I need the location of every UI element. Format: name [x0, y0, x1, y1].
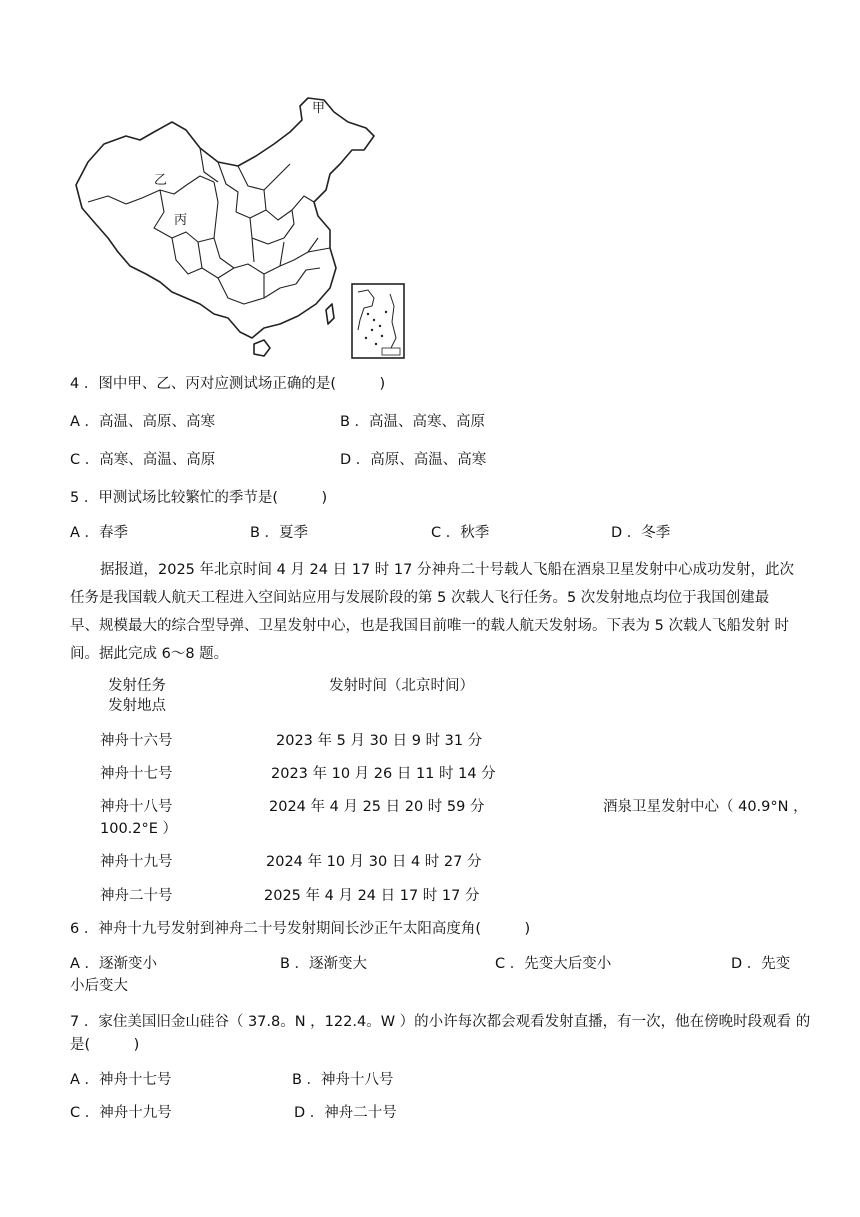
table-row-mission: 神舟十七号 — [100, 766, 173, 782]
table-row-time: 2023 年 5 月 30 日 9 时 31 分 — [276, 733, 483, 749]
table-row-time: 2024 年 4 月 25 日 20 时 59 分 — [269, 799, 485, 815]
passage-text: 据报道，2025 年北京时间 4 月 24 日 17 时 17 分神舟二十号载人飞船在酒泉卫星发射中心成功发射，此次 任务是我国载人航天工程进入空间站应用与发展阶段的第 5 次载人飞行任务。5 次发射地点均位于我国创建最 早、规模最大的综合型导弹、卫星发射中心，也是我国目前唯一的载人航天发射场。下表为 5 次载人飞船发射 时间。据此完成 6～8 题。 — [70, 562, 794, 662]
q7-option-c[interactable]: C ．神舟十九号 — [70, 1105, 172, 1121]
q6-option-d[interactable]: D ．先变 — [731, 956, 791, 972]
province-borders — [88, 148, 330, 304]
table-row-mission: 神舟二十号 — [100, 888, 173, 904]
q7-option-d[interactable]: D ．神舟二十号 — [294, 1105, 397, 1121]
passage — [70, 556, 795, 668]
table-row-mission: 神舟十九号 — [100, 854, 173, 870]
south-china-sea-inset — [352, 284, 404, 358]
q6-stem: 6 ．神舟十九号发射到神舟二十号发射期间长沙正午太阳高度角( ) — [70, 921, 531, 937]
table-header-mission: 发射任务 — [108, 678, 166, 694]
china-outline — [76, 98, 374, 338]
q6-option-a[interactable]: A ．逐渐变小 — [70, 956, 158, 972]
q7-option-b[interactable]: B ．神舟十八号 — [292, 1072, 394, 1088]
table-row-mission: 神舟十六号 — [100, 733, 173, 749]
china-map-figure — [68, 92, 410, 362]
q4-option-c[interactable]: C ．高寒、高温、高原 — [70, 452, 216, 468]
q4-stem: 4 ．图中甲、乙、丙对应测试场正确的是( ) — [70, 376, 386, 392]
q5-option-d[interactable]: D ．冬季 — [611, 525, 671, 541]
table-row-time: 2025 年 4 月 24 日 17 时 17 分 — [264, 888, 480, 904]
q5-option-b[interactable]: B ．夏季 — [250, 525, 309, 541]
q7-stem-line1: 7 ．家住美国旧金山硅谷（ 37.8。N ，122.4。W ）的小许每次都会观看发射直播，有一次，他在傍晚时段观看 的 — [70, 1014, 811, 1030]
table-row-time: 2024 年 10 月 30 日 4 时 27 分 — [266, 854, 482, 870]
q5-option-a[interactable]: A ．春季 — [70, 525, 129, 541]
q4-option-a[interactable]: A ．高温、高原、高寒 — [70, 414, 216, 430]
map-label-jia: 甲 — [312, 101, 326, 116]
table-site-line2: 100.2°E ） — [100, 821, 178, 837]
q5-stem: 5 ．甲测试场比较繁忙的季节是( ) — [70, 490, 328, 506]
table-header-time: 发射时间（北京时间） — [329, 678, 474, 694]
table-row-time: 2023 年 10 月 26 日 11 时 14 分 — [271, 766, 496, 782]
hainan-island — [254, 340, 270, 356]
table-row-mission: 神舟十八号 — [100, 799, 173, 815]
q4-option-d[interactable]: D ．高原、高温、高寒 — [340, 452, 487, 468]
q4-option-b[interactable]: B ．高温、高寒、高原 — [340, 414, 486, 430]
q6-option-b[interactable]: B ．逐渐变大 — [280, 956, 368, 972]
q6-option-c[interactable]: C ．先变大后变小 — [495, 956, 612, 972]
q6-option-d-continued: 小后变大 — [70, 978, 128, 994]
table-site-line1: 酒泉卫星发射中心（ 40.9°N ， — [603, 799, 808, 815]
q7-option-a[interactable]: A ．神舟十七号 — [70, 1072, 172, 1088]
q7-stem-line2: 是( ) — [70, 1037, 140, 1053]
q5-option-c[interactable]: C ．秋季 — [431, 525, 490, 541]
map-label-yi: 乙 — [154, 173, 168, 188]
table-header-site: 发射地点 — [108, 698, 166, 714]
taiwan-island — [326, 304, 334, 324]
map-label-bing: 丙 — [174, 213, 188, 228]
